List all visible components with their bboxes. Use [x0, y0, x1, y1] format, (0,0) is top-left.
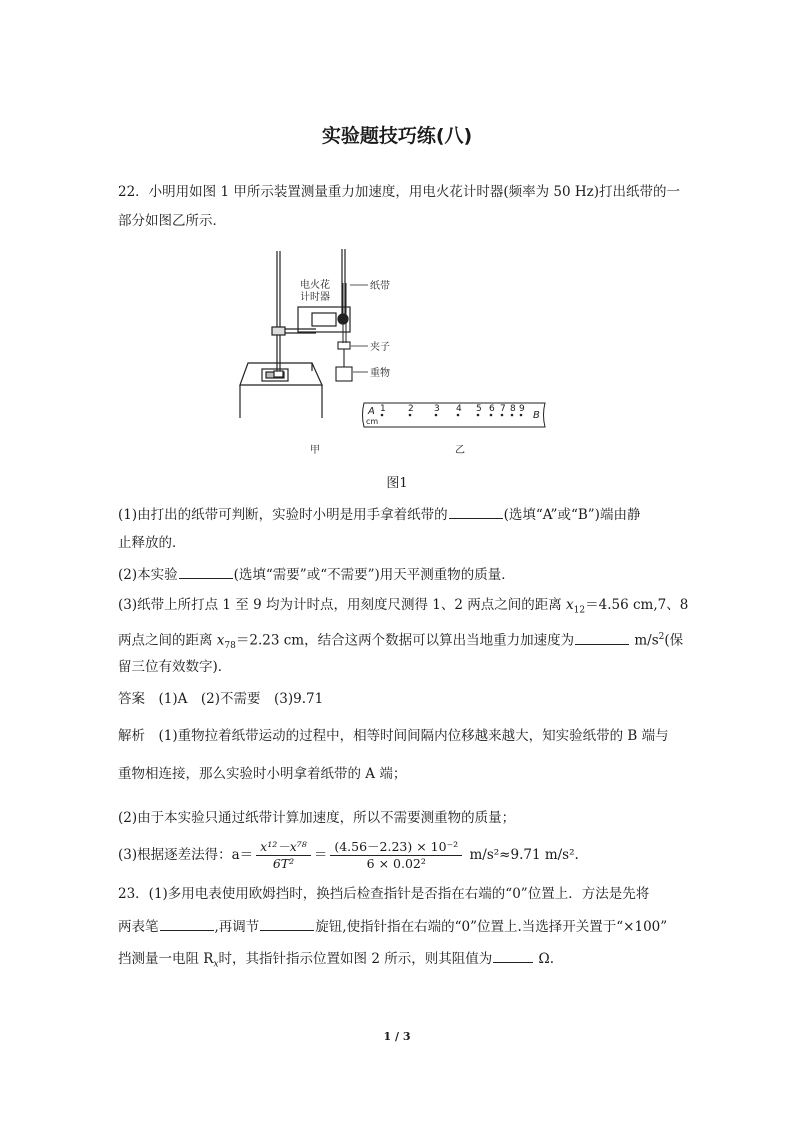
q22-p1-text-a: (1)由打出的纸带可判断，实验时小明是用手拿着纸带的 — [118, 507, 448, 523]
q22-stem-line2: 部分如图乙所示． — [118, 213, 226, 229]
page-number: 1 / 3 — [383, 1030, 411, 1043]
answer-blank-6[interactable] — [493, 947, 533, 963]
q22-analysis-4-text-a: (3)根据逐差法得：a＝ — [118, 847, 254, 863]
tape-point-dot-4 — [457, 414, 460, 417]
page-title: 实验题技巧练(八) — [321, 125, 473, 147]
q22-p1-text-b: (选填“A”或“B”)端由静 — [503, 507, 641, 523]
q23-line2-text-b: ,再调节 — [214, 919, 260, 935]
formula-fraction-1 — [256, 839, 311, 872]
q22-p3-text-c: 两点之间的距离 — [118, 632, 217, 649]
tape-point-label-5: 5 — [476, 404, 482, 414]
q22-part3-line2 — [118, 627, 683, 656]
tape-end-A: A — [368, 406, 375, 417]
q22-answer: 答案 (1)A (2)不需要 (3)9.71 — [118, 691, 324, 707]
q22-analysis-1: 解析 (1)重物拉着纸带运动的过程中，相等时间间隔内位移越来越大，知实验纸带的 B 端与 — [118, 728, 669, 744]
q22-part2 — [118, 563, 515, 585]
q22-analysis-4-text-b: m/s²≈9.71 m/s². — [465, 847, 579, 863]
leader-lines — [350, 285, 368, 372]
tape-point-dot-1 — [381, 414, 384, 417]
fraction-2-denominator: 6 × 0.02² — [366, 856, 426, 871]
tape-points — [380, 404, 525, 416]
tape-point-label-3: 3 — [434, 404, 440, 414]
tape-point-label-8: 8 — [510, 404, 516, 414]
formula-fraction-2 — [330, 839, 462, 872]
q23-line3-text-b: 时，其指针指示位置如图 2 所示，则其阻值为 — [218, 951, 493, 967]
q23-line2 — [118, 915, 667, 937]
answer-blank-1[interactable] — [449, 503, 503, 519]
q22-analysis-3: (2)由于本实验只通过纸带计算加速度，所以不需要测重物的质量； — [118, 810, 516, 826]
var-x78: x — [216, 632, 225, 649]
label-timer-2: 计时器 — [300, 292, 330, 303]
var-x78-sub: 78 — [224, 641, 236, 652]
answer-blank-3[interactable] — [575, 629, 629, 645]
label-clip: 夹子 — [370, 342, 390, 353]
q22-analysis-4 — [118, 838, 579, 872]
apparatus-diagram — [230, 243, 570, 461]
formula-equals: ＝ — [313, 847, 328, 863]
tape-strip — [363, 403, 546, 427]
tape-point-dot-2 — [409, 414, 412, 417]
q23-line3-text-c: Ω. — [534, 951, 554, 967]
q23-line3 — [118, 947, 554, 975]
var-x12-sub: 12 — [573, 605, 586, 616]
q23-line1: 23．(1)多用电表使用欧姆挡时，换挡后检查指针是否指在右端的“0”位置上．方法是先将 — [118, 886, 650, 902]
weight — [336, 367, 352, 381]
q22-part1-line1 — [118, 503, 640, 525]
clip — [338, 342, 350, 367]
q22-p2-text-b: (选填“需要”或“不需要”)用天平测重物的质量． — [233, 567, 515, 583]
fraction-1-numerator: x¹²－x⁷⁸ — [256, 839, 311, 856]
q22-p3-unit-sup: 2 — [658, 632, 665, 642]
tape-end-B: B — [533, 410, 540, 421]
q22-analysis-2: 重物相连接，那么实验时小明拿着纸带的 A 端； — [118, 766, 407, 782]
q23-line2-text-c: 旋钮,使指针指在右端的“0”位置上.当选择开关置于“×100” — [315, 919, 668, 935]
clamp-arm — [272, 327, 316, 335]
tape-unit: cm — [366, 417, 379, 426]
left-stand — [274, 251, 283, 377]
q22-p3-text-a: (3)纸带上所打点 1 至 9 均为计时点，用刻度尺测得 1、2 两点之间的距离 — [118, 597, 567, 613]
q22-p3-text-f: (保 — [664, 632, 684, 649]
tape-point-label-6: 6 — [489, 404, 495, 414]
q22-part3-line3: 留三位有效数字)． — [118, 659, 232, 675]
tape-point-dot-8 — [511, 414, 514, 417]
q22-p3-text-d: ＝2.23 cm，结合这两个数据可以算出当地重力加速度为 — [235, 632, 575, 649]
answer-blank-2[interactable] — [179, 563, 233, 579]
fraction-1-denominator: 6T² — [272, 856, 295, 871]
label-timer-1: 电火花 — [300, 280, 330, 291]
tape-point-dot-7 — [501, 414, 504, 417]
answer-blank-5[interactable] — [260, 915, 314, 931]
label-tape: 纸带 — [370, 281, 390, 292]
tape-point-label-2: 2 — [408, 404, 414, 414]
label-yi: 乙 — [455, 445, 465, 456]
tape-point-dot-5 — [477, 414, 480, 417]
fraction-2-numerator: (4.56－2.23) × 10⁻² — [330, 839, 462, 856]
tape-point-label-4: 4 — [456, 404, 462, 414]
q22-p3-unit: m/s — [630, 632, 659, 649]
var-x12: x — [566, 597, 574, 613]
q22-stem-line1: 22．小明用如图 1 甲所示装置测量重力加速度，用电火花计时器(频率为 50 Hz)打出纸带的一 — [118, 184, 681, 200]
tape-point-label-9: 9 — [519, 404, 525, 414]
answer-blank-4[interactable] — [160, 915, 214, 931]
tape-point-dot-3 — [435, 414, 438, 417]
var-rx-sub: x — [213, 959, 219, 970]
figure-caption: 图1 — [386, 476, 408, 491]
q23-line2-text-a: 两表笔 — [118, 919, 159, 935]
figure-1 — [230, 243, 570, 461]
tape-point-label-7: 7 — [500, 404, 506, 414]
q22-p3-text-b: ＝4.56 cm,7、8 — [585, 597, 689, 613]
tape-point-dot-9 — [520, 414, 523, 417]
q22-part3-line1 — [118, 595, 688, 621]
label-jia: 甲 — [310, 445, 320, 456]
q22-part1-line2: 止释放的． — [118, 535, 186, 551]
q23-line3-text-a: 挡测量一电阻 R — [118, 951, 214, 967]
label-weight: 重物 — [370, 368, 390, 379]
q22-p2-text-a: (2)本实验 — [118, 567, 178, 583]
tape-point-label-1: 1 — [380, 404, 386, 414]
tape-point-dot-6 — [490, 414, 493, 417]
